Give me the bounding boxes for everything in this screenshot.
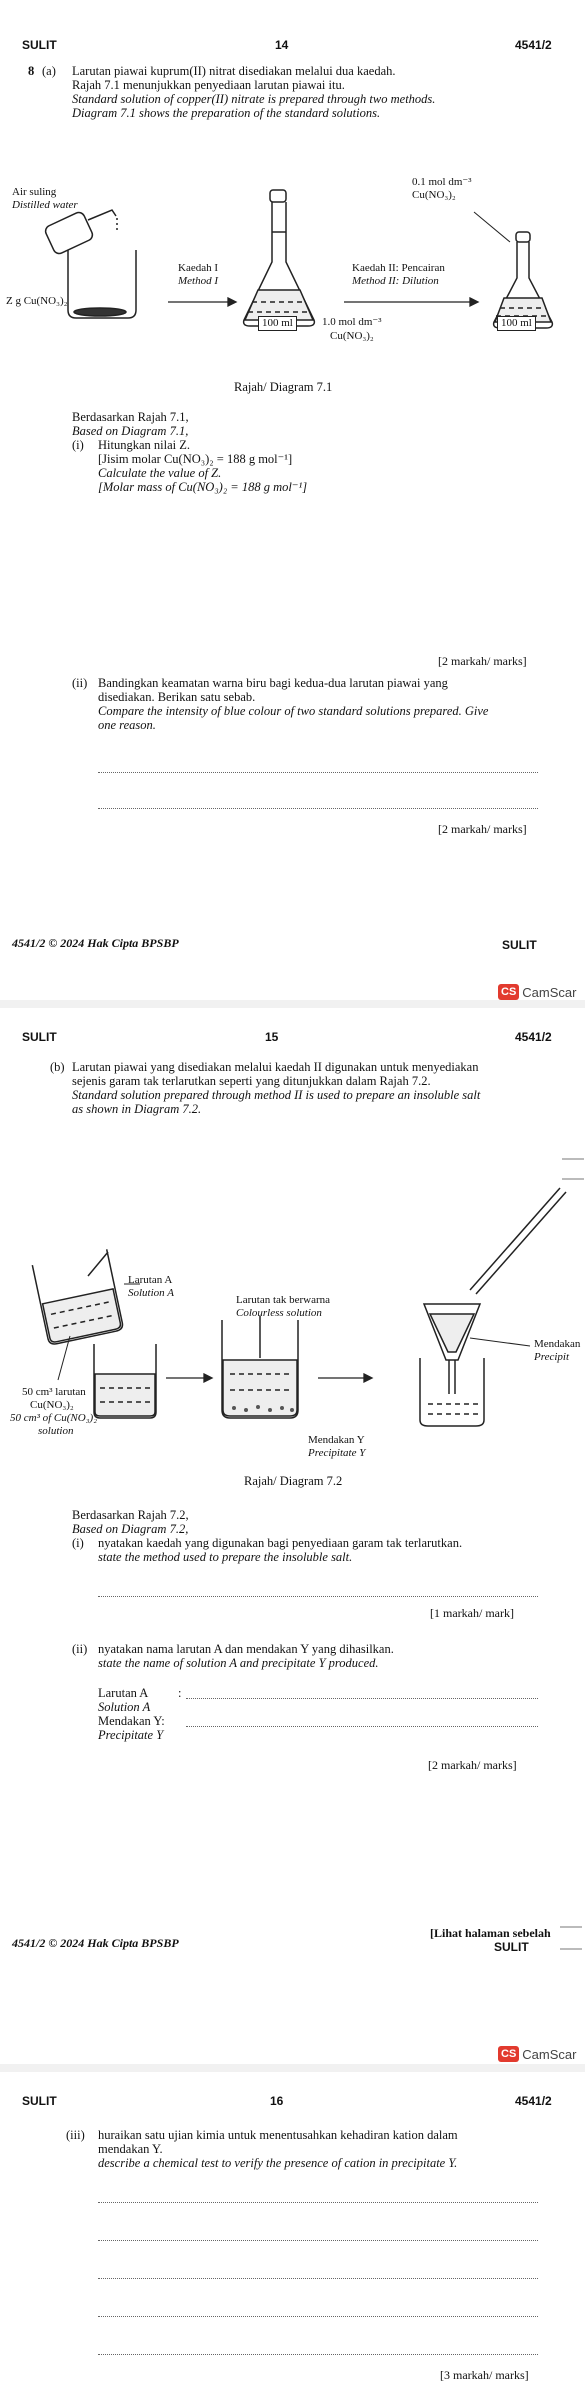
precipitate-y-ms: Mendakan Y	[308, 1434, 365, 1446]
answer-line[interactable]	[98, 772, 538, 773]
answer-line[interactable]	[98, 808, 538, 809]
solution-a-en: Solution A	[128, 1287, 174, 1299]
answer-line[interactable]	[98, 2202, 538, 2203]
method-2-ms: Kaedah II: Pencairan	[352, 262, 445, 274]
header-left: SULIT	[22, 2094, 57, 2108]
camscanner-logo-icon: CS	[498, 984, 519, 1000]
pointer-line	[470, 1338, 530, 1346]
volume-en: 50 cm³ of Cu(NO₃)₂	[10, 1412, 98, 1424]
footer-copyright: 4541/2 © 2024 Hak Cipta BPSBP	[12, 936, 179, 950]
pointer-line	[474, 212, 510, 242]
part-b-ms-line2: sejenis garam tak terlarutkan seperti yang ditunjukkan dalam Rajah 7.2.	[72, 1074, 431, 1088]
page-15	[0, 1008, 585, 2072]
beaker-precipitate-icon	[222, 1316, 298, 1418]
diagram-7-1	[0, 170, 585, 380]
part-i-ms: nyatakan kaedah yang digunakan bagi penyediaan garam tak terlarutkan.	[98, 1536, 463, 1550]
distilled-water-en: Distilled water	[12, 199, 78, 211]
answer-line[interactable]	[98, 2354, 538, 2355]
residue-ms: Mendakan	[534, 1338, 581, 1350]
flask-2-volume: 100 ml	[497, 316, 536, 331]
page-number: 14	[275, 38, 289, 52]
beaker-icon	[68, 250, 136, 318]
part-i-en: state the method used to prepare the insoluble salt.	[98, 1550, 353, 1564]
stock-formula: Cu(NO₃)₂	[330, 330, 374, 342]
camscanner-text: CamScar	[522, 2046, 577, 2062]
distilled-water-ms: Air suling	[12, 186, 57, 198]
wash-bottle-icon	[44, 210, 117, 255]
based-on-en: Based on Diagram 7.1,	[72, 424, 189, 438]
volumetric-flask-2-icon	[494, 232, 553, 328]
volume-formula: Cu(NO₃)₂	[30, 1399, 74, 1411]
precipitate-y-label-ms: Mendakan Y:	[98, 1714, 165, 1728]
arrow-mix	[166, 1374, 212, 1382]
solution-a-colon: :	[178, 1686, 182, 1700]
part-ii-en-line1: Compare the intensity of blue colour of two standard solutions prepared. Give	[98, 704, 489, 718]
precipitate-y-answer-line[interactable]	[186, 1726, 538, 1727]
question-en-line1: Standard solution of copper(II) nitrate is prepared through two methods.	[72, 92, 436, 106]
arrow-method-2	[344, 298, 478, 306]
method-1-ms: Kaedah I	[178, 262, 219, 274]
part-ii-marks: [2 markah/ marks]	[428, 1758, 517, 1772]
filter-funnel-icon	[420, 1188, 566, 1426]
part-i-number: (i)	[72, 1536, 84, 1550]
method-2-en: Method II: Dilution	[352, 275, 439, 287]
solution-a-ms: Larutan A	[128, 1274, 173, 1286]
colourless-solution-en: Colourless solution	[236, 1307, 322, 1319]
colourless-solution-ms: Larutan tak berwarna	[236, 1294, 331, 1306]
solution-a-answer-line[interactable]	[186, 1698, 538, 1699]
precipitate-y-en: Precipitate Y	[308, 1447, 366, 1459]
footer-next-page: [Lihat halaman sebelah	[430, 1926, 551, 1940]
camscanner-watermark	[498, 984, 576, 1000]
based-on-en: Based on Diagram 7.2,	[72, 1522, 189, 1536]
beaker-solution-a-icon	[32, 1249, 123, 1345]
part-ii-number: (ii)	[72, 676, 88, 690]
part-i-number: (i)	[72, 438, 84, 452]
part-b-label: (b)	[50, 1060, 65, 1074]
part-i-en: Calculate the value of Z.	[98, 466, 222, 480]
part-iii-ms-line2: mendakan Y.	[98, 2142, 163, 2156]
flask-1-volume: 100 ml	[258, 316, 297, 331]
part-i-ms: Hitungkan nilai Z.	[98, 438, 190, 452]
part-iii-marks: [3 markah/ marks]	[440, 2368, 529, 2382]
footer-sulit: SULIT	[494, 1940, 529, 1954]
part-ii-ms-line1: Bandingkan keamatan warna biru bagi kedua-dua larutan piawai yang	[98, 676, 448, 690]
tab-marker	[562, 1158, 584, 1160]
diagram-7-2	[0, 1148, 585, 1428]
question-number: 8	[28, 64, 35, 78]
header-left: SULIT	[22, 1030, 57, 1044]
page-14	[0, 0, 585, 1008]
header-left: SULIT	[22, 38, 57, 52]
based-on-ms: Berdasarkan Rajah 7.2,	[72, 1508, 189, 1522]
volume-en-solution: solution	[38, 1425, 74, 1437]
page-16	[0, 2072, 585, 2390]
footer-copyright: 4541/2 © 2024 Hak Cipta BPSBP	[12, 1936, 179, 1950]
arrow-filter	[318, 1374, 372, 1382]
based-on-ms: Berdasarkan Rajah 7.1,	[72, 410, 189, 424]
question-ms-line2: Rajah 7.1 menunjukkan penyediaan larutan piawai itu.	[72, 78, 345, 92]
part-ii-en-line2: one reason.	[98, 718, 156, 732]
method-1-en: Method I	[178, 275, 219, 287]
part-i-marks: [1 markah/ mark]	[430, 1606, 514, 1620]
part-iii-ms-line1: huraikan satu ujian kimia untuk menentusahkan kehadiran kation dalam	[98, 2128, 458, 2142]
page-number: 15	[265, 1030, 279, 1044]
tab-marker	[560, 1948, 582, 1950]
part-b-en-line2: as shown in Diagram 7.2.	[72, 1102, 202, 1116]
tab-marker	[562, 1178, 584, 1180]
answer-line[interactable]	[98, 2316, 538, 2317]
question-en-line2: Diagram 7.1 shows the preparation of the standard solutions.	[72, 106, 381, 120]
camscanner-watermark	[498, 2046, 576, 2062]
residue-en: Precipit	[534, 1351, 570, 1363]
answer-line[interactable]	[98, 2240, 538, 2241]
part-iii-en: describe a chemical test to verify the presence of cation in precipitate Y.	[98, 2156, 458, 2170]
solid-z-label: Z g Cu(NO₃)₂	[6, 295, 68, 307]
part-ii-ms: nyatakan nama larutan A dan mendakan Y yang dihasilkan.	[98, 1642, 394, 1656]
part-ii-en: state the name of solution A and precipitate Y produced.	[98, 1656, 379, 1670]
diagram-7-2-caption: Rajah/ Diagram 7.2	[244, 1474, 343, 1488]
part-iii-number: (iii)	[66, 2128, 85, 2142]
answer-line[interactable]	[98, 1596, 538, 1597]
header-right: 4541/2	[515, 2094, 552, 2108]
part-ii-ms-line2: disediakan. Berikan satu sebab.	[98, 690, 256, 704]
camscanner-logo-icon: CS	[498, 2046, 519, 2062]
diagram-7-1-caption: Rajah/ Diagram 7.1	[234, 380, 333, 394]
dilute-formula: Cu(NO₃)₂	[412, 189, 456, 201]
tab-marker	[560, 1926, 582, 1928]
question-ms-line1: Larutan piawai kuprum(II) nitrat disediakan melalui dua kaedah.	[72, 64, 396, 78]
header-right: 4541/2	[515, 1030, 552, 1044]
camscanner-text: CamScar	[522, 984, 577, 1000]
solution-a-label-ms: Larutan A	[98, 1686, 149, 1700]
page-number: 16	[270, 2094, 284, 2108]
stock-concentration: 1.0 mol dm⁻³	[322, 316, 382, 328]
volumetric-flask-1-icon	[244, 190, 315, 326]
part-ii-number: (ii)	[72, 1642, 88, 1656]
arrow-method-1	[168, 298, 236, 306]
part-i-molar-ms: [Jisim molar Cu(NO₃)₂ = 188 g mol⁻¹]	[98, 452, 293, 466]
footer-sulit: SULIT	[502, 938, 537, 952]
precipitate-y-label-en: Precipitate Y	[98, 1728, 164, 1742]
part-b-en-line1: Standard solution prepared through method II is used to prepare an insoluble salt	[72, 1088, 481, 1102]
part-ii-marks: [2 markah/ marks]	[438, 822, 527, 836]
dilute-concentration: 0.1 mol dm⁻³	[412, 176, 472, 188]
volume-ms: 50 cm³ larutan	[22, 1386, 86, 1398]
solution-a-label-en: Solution A	[98, 1700, 151, 1714]
beaker-cu-nitrate-icon	[94, 1344, 156, 1418]
answer-line[interactable]	[98, 2278, 538, 2279]
question-part: (a)	[42, 64, 56, 78]
part-b-ms-line1: Larutan piawai yang disediakan melalui kaedah II digunakan untuk menyediakan	[72, 1060, 479, 1074]
part-i-molar-en: [Molar mass of Cu(NO₃)₂ = 188 g mol⁻¹]	[98, 480, 308, 494]
header-right: 4541/2	[515, 38, 552, 52]
part-i-marks: [2 markah/ marks]	[438, 654, 527, 668]
